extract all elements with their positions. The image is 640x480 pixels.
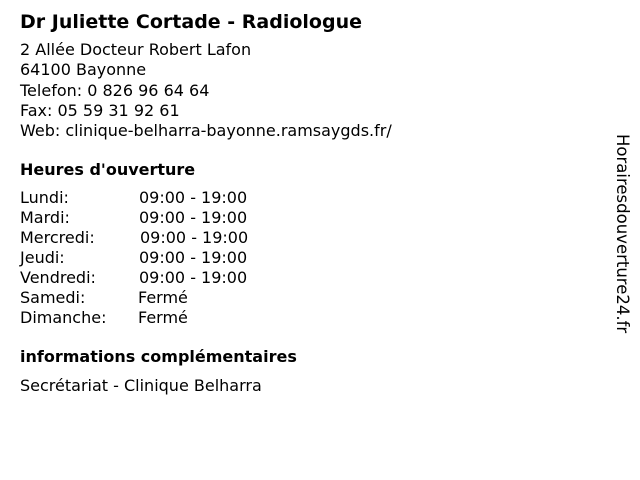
time-value: 09:00 - 19:00 <box>139 188 248 208</box>
day-label: Samedi: <box>20 288 86 308</box>
day-label: Vendredi: <box>20 268 96 288</box>
hours-row-thursday <box>20 248 600 268</box>
hours-row-friday <box>20 268 600 288</box>
phone-number[interactable]: Telefon: 0 826 96 64 64 <box>20 80 210 100</box>
listing-card <box>20 8 600 397</box>
hours-row-tuesday <box>20 208 600 228</box>
website-link[interactable]: Web: clinique-belharra-bayonne.ramsaygds.fr/ <box>20 121 392 141</box>
hours-row-sunday <box>20 308 600 328</box>
day-label: Jeudi: <box>20 248 65 268</box>
time-value: Fermé <box>138 308 188 328</box>
city-address: 64100 Bayonne <box>20 60 147 80</box>
time-value: 09:00 - 19:00 <box>139 248 248 268</box>
additional-info-text: Secrétariat - Clinique Belharra <box>20 376 262 396</box>
time-value: 09:00 - 19:00 <box>139 268 248 288</box>
day-label: Lundi: <box>20 188 69 208</box>
brand-watermark: Horairesdouverture24.fr <box>613 134 632 334</box>
fax-number: Fax: 05 59 31 92 61 <box>20 100 180 120</box>
hours-row-monday <box>20 188 600 208</box>
contact-block <box>20 40 600 141</box>
time-value: 09:00 - 19:00 <box>140 228 249 248</box>
time-value: Fermé <box>138 288 188 308</box>
page-title: Dr Juliette Cortade - Radiologue <box>20 11 362 33</box>
hours-row-saturday <box>20 288 600 308</box>
time-value: 09:00 - 19:00 <box>139 208 248 228</box>
opening-hours-heading: Heures d'ouverture <box>20 160 196 180</box>
additional-info-heading: informations complémentaires <box>20 347 297 367</box>
day-label: Dimanche: <box>20 308 107 328</box>
day-label: Mardi: <box>20 208 70 228</box>
opening-hours-table <box>20 188 600 328</box>
day-label: Mercredi: <box>20 228 95 248</box>
hours-row-wednesday <box>20 228 600 248</box>
street-address: 2 Allée Docteur Robert Lafon <box>20 40 252 59</box>
vertical-brand-sidebar <box>612 134 632 372</box>
